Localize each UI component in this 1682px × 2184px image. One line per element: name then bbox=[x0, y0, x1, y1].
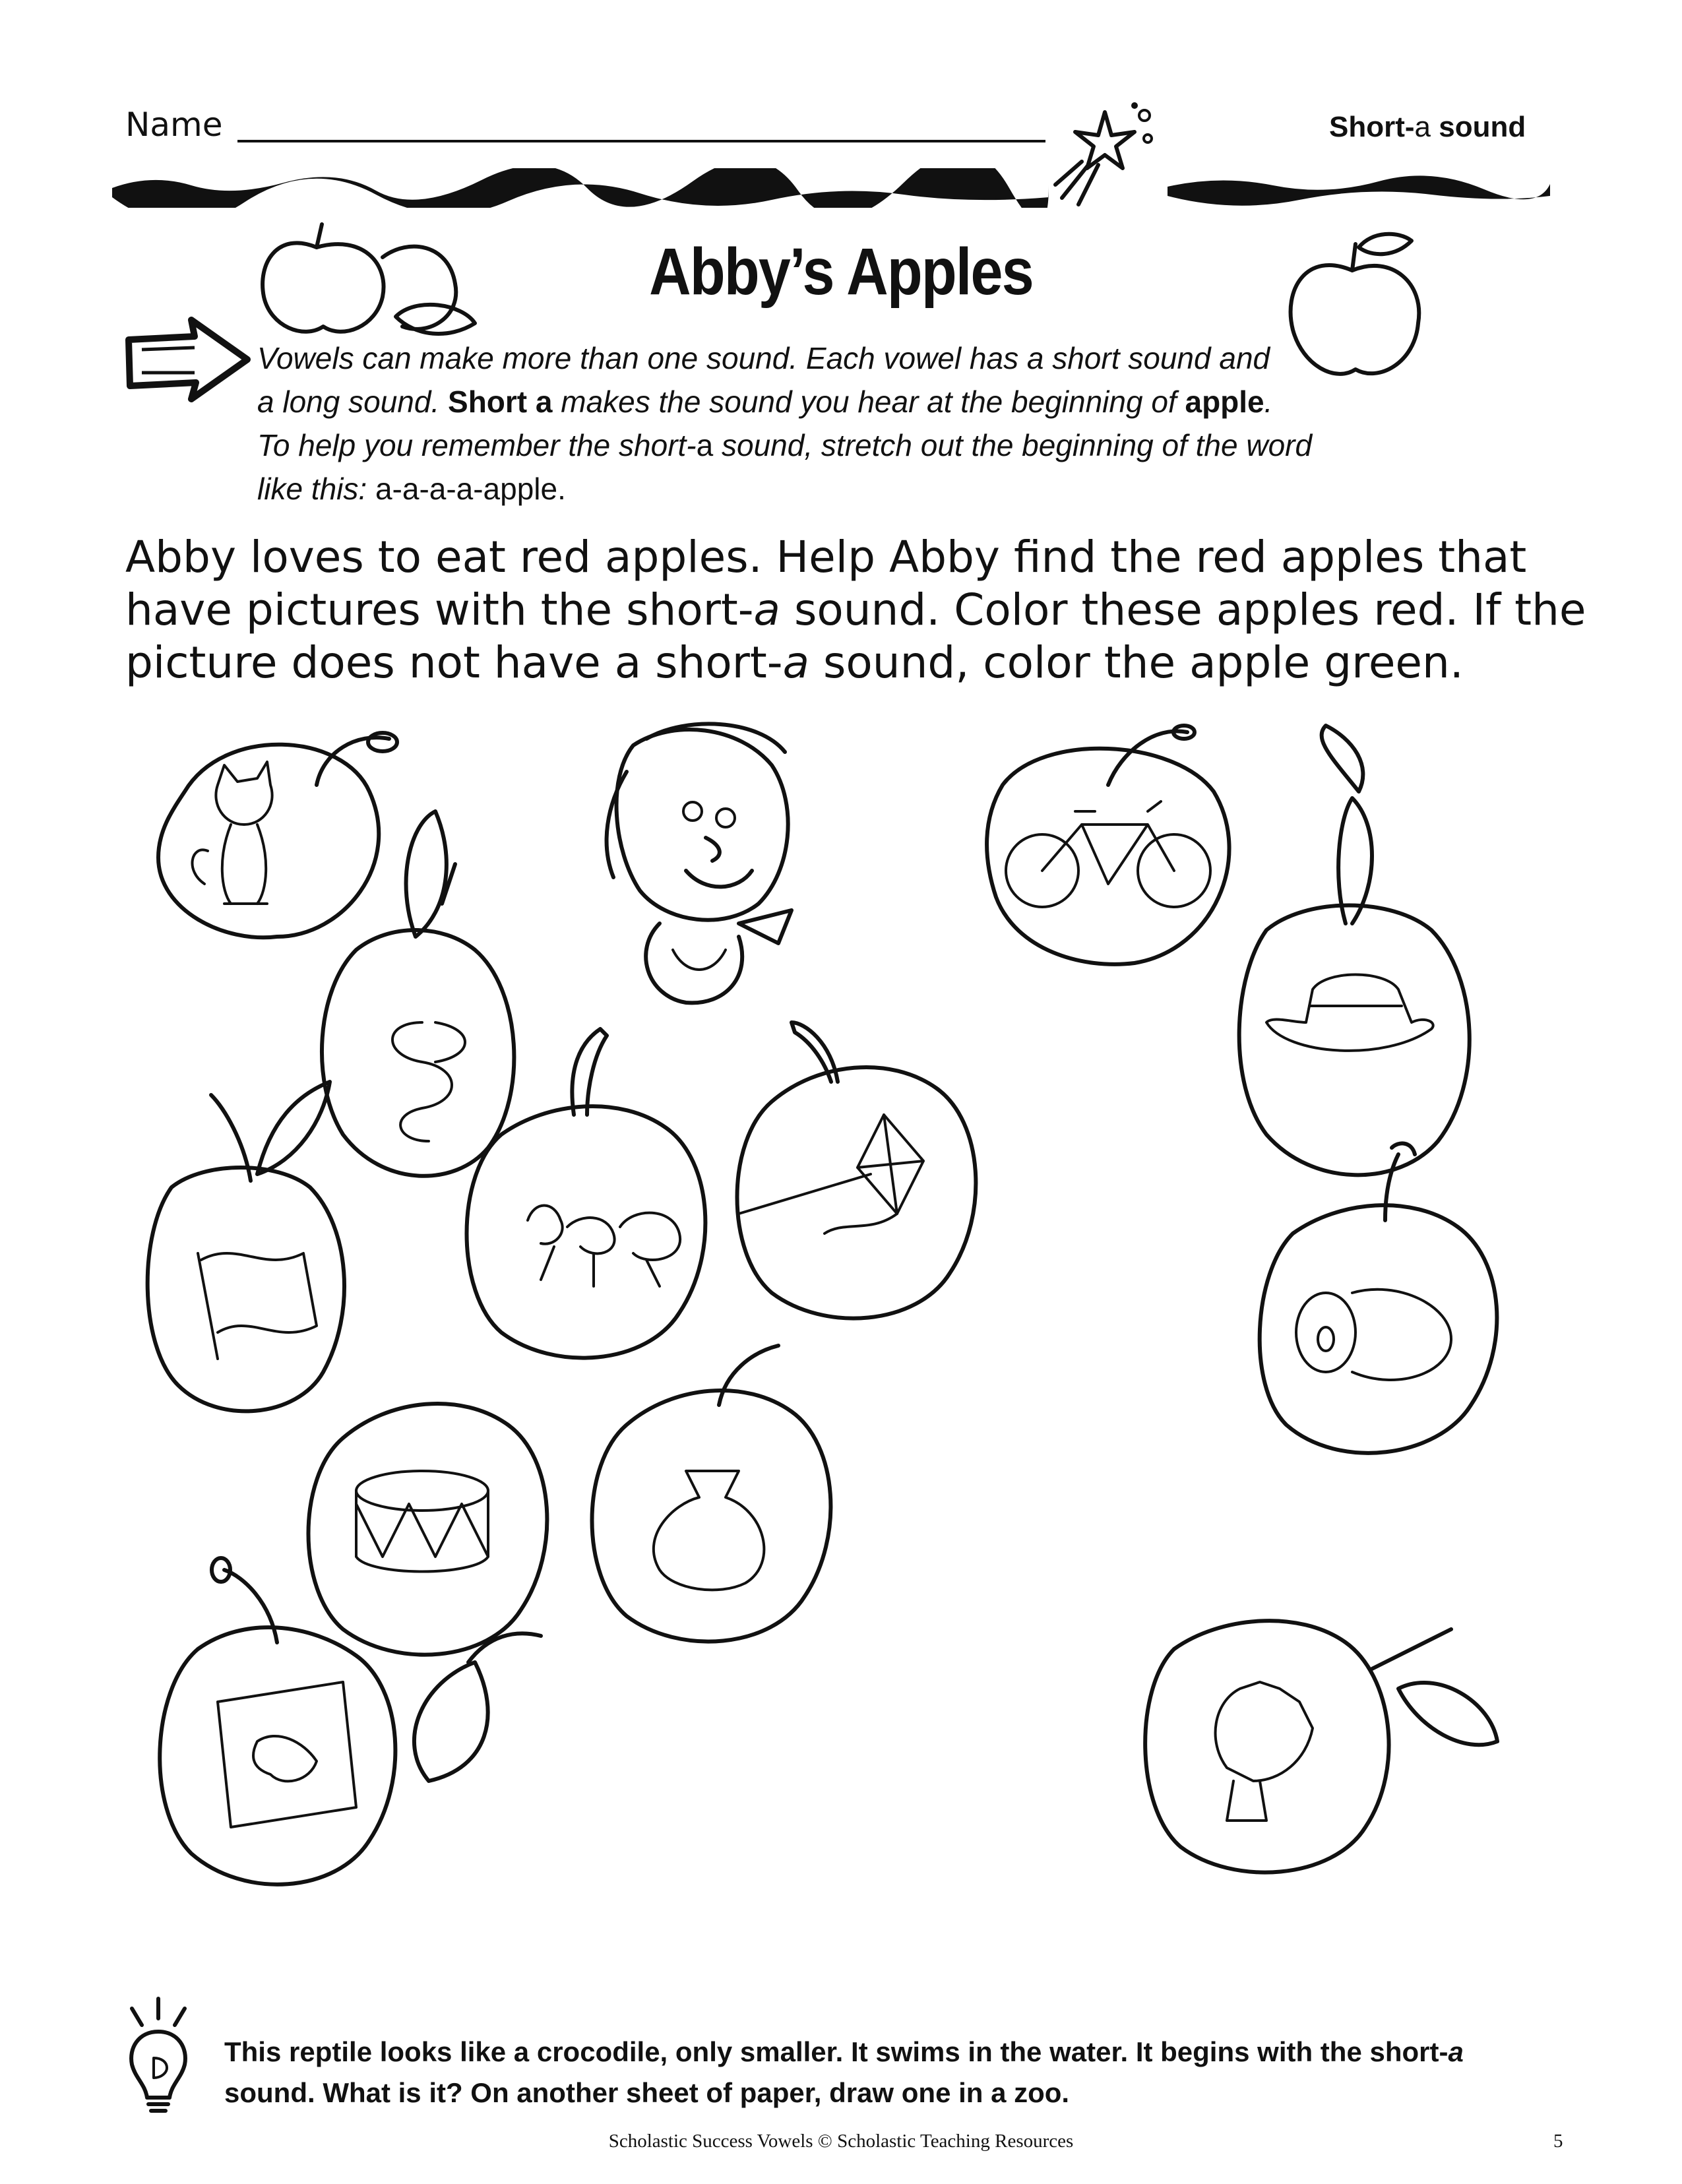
directions-text: have pictures with the short- bbox=[125, 584, 754, 635]
intro-line-4 bbox=[257, 467, 1431, 511]
intro-text: sound, stretch out the beginning of the word bbox=[713, 428, 1313, 462]
bonus-tip bbox=[224, 2032, 1576, 2113]
directions-italic-a: a bbox=[782, 637, 810, 688]
apple-cat[interactable] bbox=[158, 733, 397, 937]
topic-prefix: Short- bbox=[1329, 111, 1415, 143]
apple-drum[interactable] bbox=[309, 1404, 547, 1655]
footer-credit: Scholastic Success Vowels © Scholastic Teaching Resources bbox=[608, 2131, 1074, 2152]
apple-map[interactable] bbox=[160, 1558, 395, 1885]
directions-text: picture does not have a short- bbox=[125, 637, 783, 688]
name-write-line[interactable] bbox=[237, 140, 1045, 142]
intro-text: makes the sound you hear at the beginning of bbox=[552, 385, 1185, 419]
directions-paragraph bbox=[125, 531, 1586, 689]
apple-ham[interactable] bbox=[1260, 1143, 1497, 1452]
topic-letter: a bbox=[1414, 111, 1431, 143]
topic-label bbox=[1329, 111, 1526, 144]
directions-text: sound, color the apple green. bbox=[809, 637, 1464, 688]
arrow-icon bbox=[122, 317, 254, 406]
tip-italic-a: a bbox=[1448, 2036, 1464, 2067]
tip-line-1 bbox=[224, 2032, 1576, 2073]
tip-line-2: sound. What is it? On another sheet of paper, draw one in a zoo. bbox=[224, 2077, 1070, 2108]
intro-line-2 bbox=[257, 380, 1431, 423]
intro-bold-short-a: Short a bbox=[448, 385, 553, 419]
intro-paragraph bbox=[257, 336, 1431, 511]
lightbulb-icon bbox=[122, 1992, 195, 2117]
abby-girl-illustration bbox=[607, 724, 792, 1003]
intro-text: a long sound. bbox=[257, 385, 449, 419]
apple-snake[interactable] bbox=[322, 811, 514, 1176]
directions-line-2 bbox=[125, 584, 1586, 637]
directions-text: sound. Color these apples red. If the bbox=[780, 584, 1586, 635]
two-apples-icon bbox=[251, 218, 488, 343]
page-title: Abby’s Apples bbox=[649, 235, 1033, 309]
apple-flag[interactable] bbox=[148, 1082, 344, 1411]
apple-bicycle[interactable] bbox=[987, 726, 1229, 964]
directions-line-3 bbox=[125, 637, 1570, 689]
apple-hand[interactable] bbox=[1145, 1621, 1497, 1872]
apple-kite[interactable] bbox=[737, 1022, 976, 1319]
intro-line-3 bbox=[257, 423, 1431, 467]
intro-bold-apple: apple bbox=[1185, 385, 1264, 419]
intro-line-1: Vowels can make more than one sound. Each vowel has a short sound and bbox=[257, 341, 1270, 375]
directions-italic-a: a bbox=[753, 584, 780, 635]
apples-coloring-illustration bbox=[145, 712, 1596, 1979]
apple-ant[interactable] bbox=[467, 1029, 706, 1358]
apple-bag[interactable] bbox=[592, 1346, 831, 1642]
page-number: 5 bbox=[1553, 2131, 1563, 2152]
intro-stretch-example: a-a-a-a-apple. bbox=[375, 472, 566, 506]
torn-paper-divider bbox=[112, 168, 1550, 208]
shooting-star-icon bbox=[1049, 99, 1168, 211]
apple-hat[interactable] bbox=[1239, 726, 1470, 1175]
intro-text: To help you remember the short- bbox=[257, 428, 697, 462]
name-label: Name bbox=[125, 106, 223, 144]
intro-text: . bbox=[1264, 385, 1273, 419]
intro-text: like this: bbox=[257, 472, 375, 506]
tip-text: This reptile looks like a crocodile, only smaller. It swims in the water. It begins with the short- bbox=[224, 2036, 1448, 2067]
intro-letter-a: a bbox=[696, 428, 714, 462]
topic-suffix: sound bbox=[1431, 111, 1526, 143]
directions-line-1: Abby loves to eat red apples. Help Abby find the red apples that bbox=[125, 532, 1527, 582]
